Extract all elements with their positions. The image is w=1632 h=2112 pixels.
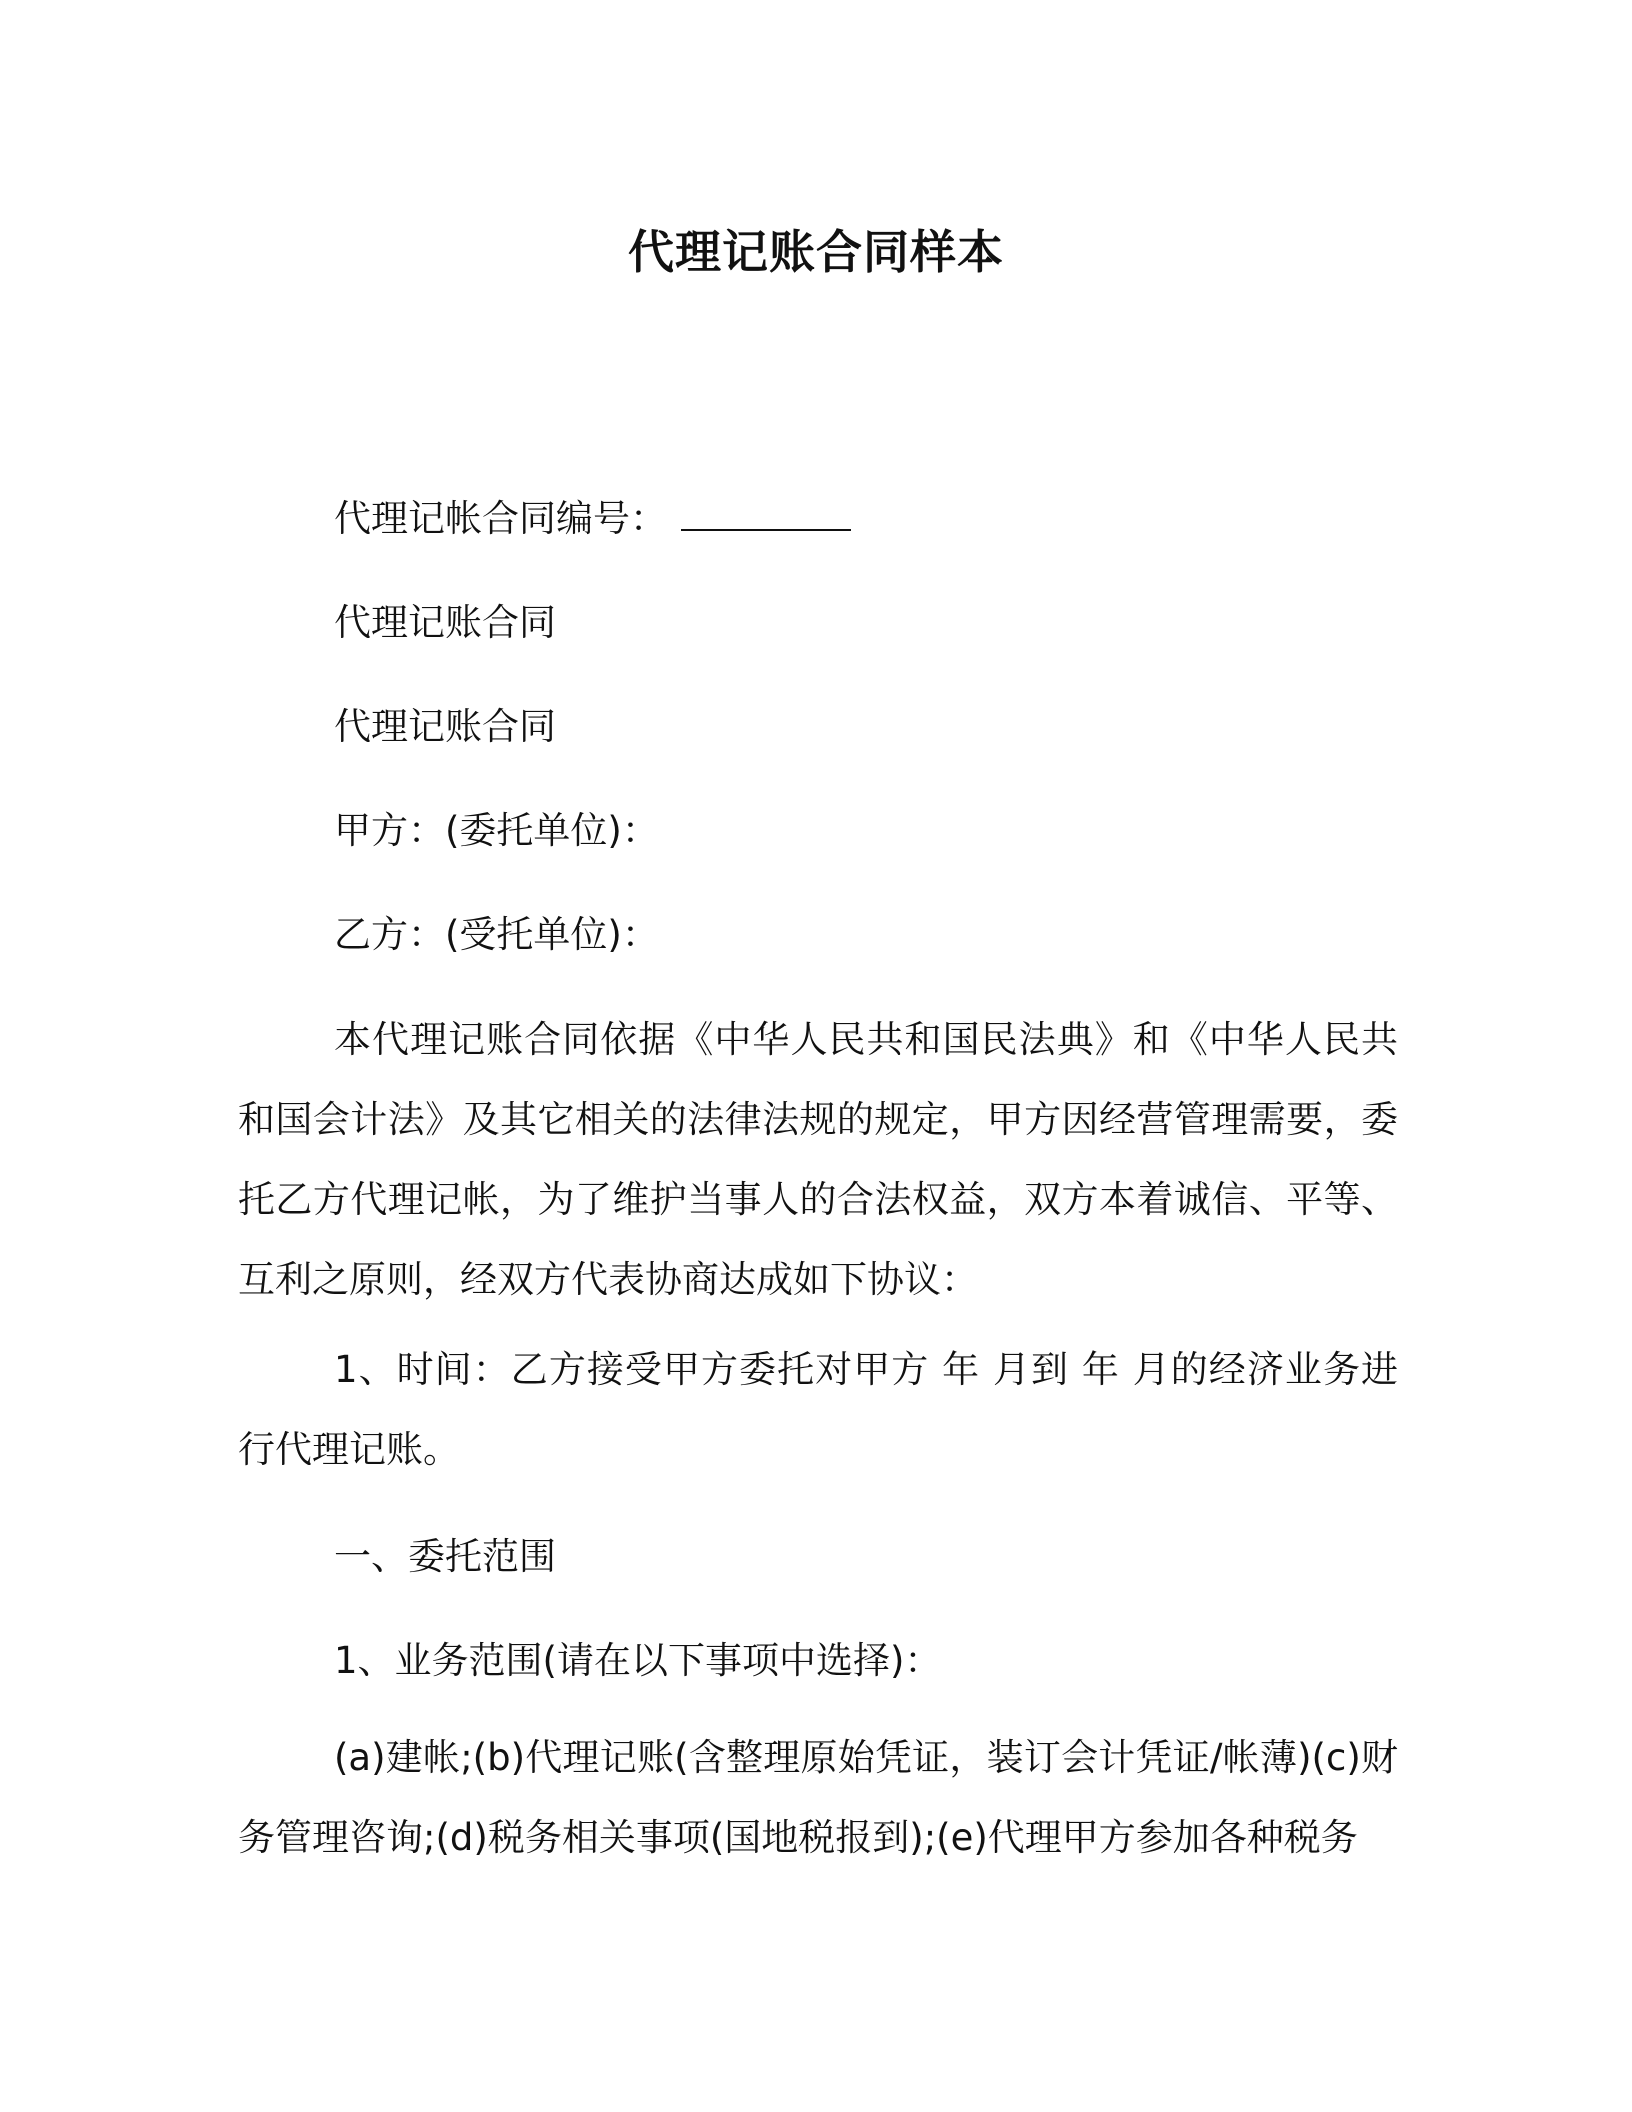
contract-number-blank	[681, 493, 851, 531]
party-b-line: 乙方：(受托单位)：	[334, 913, 659, 956]
contract-number-line	[334, 493, 851, 544]
scope-items-paragraph: (a)建帐;(b)代理记账(含整理原始凭证，装订会计凭证/帐薄)(c)财务管理咨询;(d)税务相关事项(国地税报到);(e)代理甲方参加各种税务	[238, 1736, 1398, 1859]
contract-number-label: 代理记帐合同编号：	[334, 497, 667, 540]
heading-contract-1: 代理记账合同	[334, 601, 556, 644]
heading-contract-2: 代理记账合同	[334, 705, 556, 748]
party-a-line: 甲方：(委托单位)：	[334, 809, 659, 852]
section-title-scope: 一、委托范围	[334, 1535, 556, 1578]
document-title: 代理记账合同样本	[628, 225, 1004, 279]
clause-time-paragraph: 1、时间：乙方接受甲方委托对甲方 年 月到 年 月的经济业务进行代理记账。	[238, 1348, 1398, 1471]
intro-paragraph: 本代理记账合同依据《中华人民共和国民法典》和《中华人民共和国会计法》及其它相关的法律法规的规定，甲方因经营管理需要，委托乙方代理记帐，为了维护当事人的合法权益，双方本着诚信、平等、互利之原则，经双方代表协商达成如下协议：	[238, 1018, 1398, 1301]
scope-label: 1、业务范围(请在以下事项中选择)：	[334, 1639, 942, 1682]
